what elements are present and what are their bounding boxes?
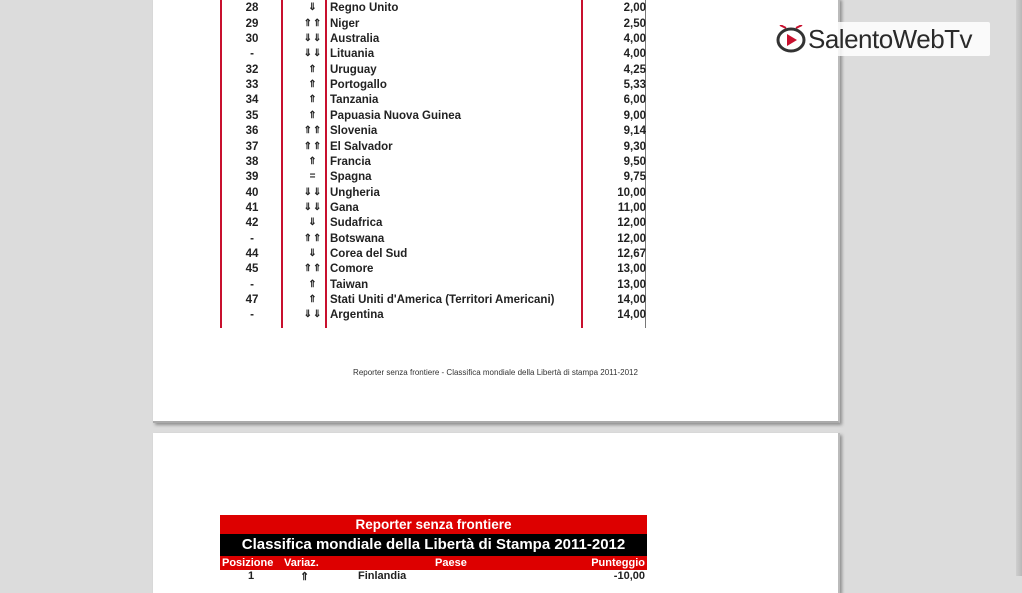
row-position: 29	[245, 17, 259, 30]
row-variation: ⇑	[308, 94, 318, 106]
row-variation: ⇑⇑	[303, 263, 323, 275]
row-country: Francia	[330, 155, 371, 168]
row-score: 12,00	[617, 217, 646, 230]
row-variation: ⇑	[308, 109, 318, 121]
row-variation: ⇓	[308, 217, 318, 229]
table-row	[153, 170, 838, 185]
row-score: 13,00	[617, 263, 646, 276]
table-row	[153, 109, 838, 124]
table-row	[153, 63, 838, 78]
table-title: Reporter senza frontiere	[220, 515, 647, 534]
row-var: ⇑	[300, 571, 310, 583]
row-position: 36	[245, 125, 259, 138]
row-variation: ⇑	[308, 155, 318, 167]
col-header-pos: Posizione	[222, 557, 274, 569]
table-subtitle: Classifica mondiale della Libertà di Stampa 2011-2012	[220, 534, 647, 556]
row-country: Ungheria	[330, 186, 380, 199]
col-header-var: Variaz.	[284, 557, 319, 569]
row-score: 4,25	[623, 63, 646, 76]
row-variation: ⇓	[308, 2, 318, 14]
document-page-2	[153, 433, 840, 593]
ranking-table-header	[220, 515, 647, 584]
row-position: 40	[245, 186, 259, 199]
row-variation: ⇑	[308, 63, 318, 75]
row-country: Niger	[330, 17, 360, 30]
table-row	[153, 216, 838, 231]
table-row	[153, 247, 838, 262]
row-country: Gana	[330, 201, 359, 214]
row-score: 12,00	[617, 232, 646, 245]
row-variation: ⇑	[308, 79, 318, 91]
row-country: Comore	[330, 263, 374, 276]
row-country: Corea del Sud	[330, 247, 408, 260]
row-variation: ⇓⇓	[303, 201, 323, 213]
row-country: Regno Unito	[330, 2, 399, 15]
row-country: Tanzania	[330, 94, 379, 107]
row-score: 9,50	[623, 155, 646, 168]
row-position: -	[250, 48, 254, 61]
row-score: 11,00	[617, 201, 646, 214]
row-position: 39	[245, 171, 259, 184]
row-variation: ⇓⇓	[303, 48, 323, 60]
row-score: 10,00	[617, 186, 646, 199]
row-score: 9,75	[623, 171, 646, 184]
table-row	[153, 1, 838, 16]
row-country: Taiwan	[330, 278, 369, 291]
column-headers	[220, 556, 647, 570]
row-country: Papuasia Nuova Guinea	[330, 109, 462, 122]
tv-icon	[776, 25, 806, 53]
row-country: Botswana	[330, 232, 385, 245]
row-variation: ⇓⇓	[303, 33, 323, 45]
table-row	[153, 78, 838, 93]
row-position: -	[250, 278, 254, 291]
table-row	[153, 140, 838, 155]
document-page-1	[153, 0, 840, 423]
row-country: Finlandia	[358, 570, 407, 582]
row-score: 2,50	[623, 17, 646, 30]
table-row	[220, 570, 647, 584]
table-row	[153, 308, 838, 323]
row-country: Sudafrica	[330, 217, 383, 230]
row-score: 4,00	[623, 33, 646, 46]
row-country: Portogallo	[330, 79, 387, 92]
row-position: 35	[245, 109, 259, 122]
row-variation: ⇓⇓	[303, 186, 323, 198]
row-score: 6,00	[623, 94, 646, 107]
row-position: 33	[245, 79, 259, 92]
row-country: Stati Uniti d'America (Territori Americani)	[330, 294, 555, 306]
row-position: 38	[245, 155, 259, 168]
table-row	[153, 32, 838, 47]
row-variation: ⇑	[308, 294, 318, 305]
row-score: 4,00	[623, 48, 646, 61]
row-variation: ⇑⇑	[303, 140, 323, 152]
row-position: 32	[245, 63, 259, 76]
brand-logo	[772, 22, 990, 56]
row-position: 47	[245, 294, 259, 306]
page-caption: Reporter senza frontiere - Classifica mondiale della Libertà di stampa 2011-2012	[353, 368, 638, 377]
row-position: 44	[245, 247, 259, 260]
table-row	[153, 93, 838, 108]
row-score: -10,00	[613, 570, 645, 582]
row-position: 28	[245, 2, 259, 15]
brand-name: SalentoWebTv	[808, 24, 973, 54]
row-variation: =	[309, 171, 317, 183]
row-country: Australia	[330, 33, 380, 46]
row-position: 45	[245, 263, 259, 276]
row-country: Lituania	[330, 48, 375, 61]
window-edge	[1016, 0, 1022, 576]
row-score: 9,30	[623, 140, 646, 153]
row-score: 9,14	[623, 125, 646, 138]
row-pos: 1	[248, 570, 255, 582]
table-row	[153, 186, 838, 201]
row-country: El Salvador	[330, 140, 393, 153]
row-position: 37	[245, 140, 259, 153]
row-variation: ⇑	[308, 278, 318, 290]
row-score: 14,00	[617, 294, 646, 306]
row-score: 13,00	[617, 278, 646, 291]
row-variation: ⇑⇑	[303, 125, 323, 137]
row-country: Argentina	[330, 309, 384, 322]
table-row	[153, 124, 838, 139]
table-row	[153, 262, 838, 277]
col-header-score: Punteggio	[591, 557, 645, 569]
row-variation: ⇓⇓	[303, 309, 323, 321]
row-position: 30	[245, 33, 259, 46]
row-position: 34	[245, 94, 259, 107]
table-row	[153, 155, 838, 170]
table-row	[153, 201, 838, 216]
row-variation: ⇑⇑	[303, 17, 323, 29]
table-row	[153, 232, 838, 247]
row-score: 12,67	[617, 247, 646, 260]
row-score: 5,33	[623, 79, 646, 92]
table-row	[153, 293, 838, 308]
row-country: Slovenia	[330, 125, 378, 138]
table-row	[153, 47, 838, 62]
row-score: 2,00	[623, 2, 646, 15]
row-position: 41	[245, 201, 259, 214]
row-position: -	[250, 309, 254, 322]
col-header-country: Paese	[435, 557, 467, 569]
row-country: Spagna	[330, 171, 372, 184]
row-score: 9,00	[623, 109, 646, 122]
table-row	[153, 17, 838, 32]
table-row	[153, 278, 838, 293]
row-position: 42	[245, 217, 259, 230]
row-country: Uruguay	[330, 63, 377, 76]
row-variation: ⇑⇑	[303, 232, 323, 244]
row-position: -	[250, 232, 254, 245]
row-variation: ⇓	[308, 247, 318, 259]
row-score: 14,00	[617, 309, 646, 322]
